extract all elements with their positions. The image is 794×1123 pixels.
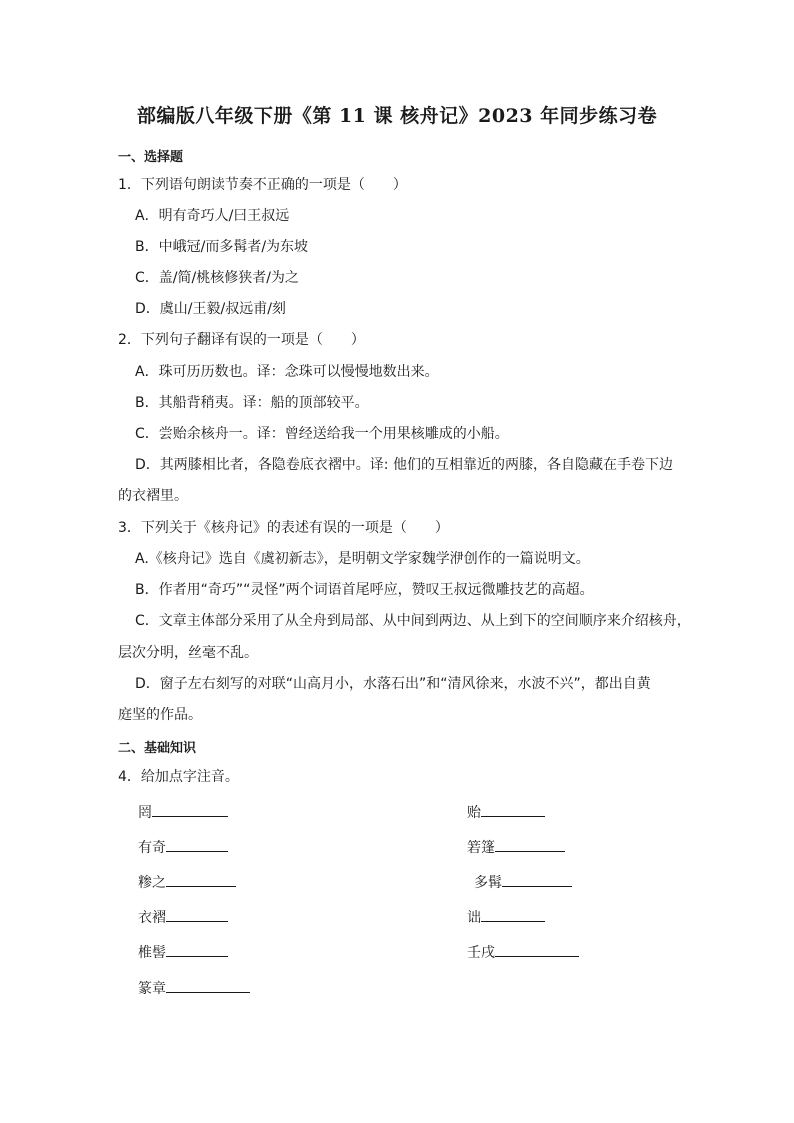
pinyin-item (138, 942, 228, 963)
answer-blank[interactable] (166, 872, 236, 887)
pinyin-item (467, 837, 565, 858)
pinyin-item-word: 诎 (467, 910, 481, 926)
pinyin-item (138, 872, 236, 893)
pinyin-item (467, 802, 545, 823)
pinyin-item-word: 壬戌 (467, 945, 495, 961)
question-3-option-a: A.《核舟记》选自《虞初新志》，是明朝文学家魏学洢创作的一篇说明文。 (135, 551, 590, 567)
pinyin-item-word: 罔 (138, 805, 152, 821)
question-1-option-c: C．盖/简/桃核修狭者/为之 (135, 270, 299, 286)
question-2-option-d-continued: 的衣褶里。 (118, 488, 188, 504)
answer-blank[interactable] (166, 837, 228, 852)
pinyin-item-word: 衣褶 (138, 910, 166, 926)
pinyin-item-word: 糁之 (138, 875, 166, 891)
question-2-option-c: C．尝贻余核舟一。译：曾经送给我一个用果核雕成的小船。 (135, 426, 509, 442)
question-2-option-d: D．其两膝相比者，各隐卷底衣褶中。译: 他们的互相靠近的两膝，各自隐藏在手卷下边 (135, 457, 673, 473)
pinyin-item (138, 802, 228, 823)
question-3-stem: 3．下列关于《核舟记》的表述有误的一项是（ ） (118, 520, 449, 536)
answer-blank[interactable] (495, 942, 579, 957)
question-2-option-a: A．珠可历历数也。译：念珠可以慢慢地数出来。 (135, 364, 439, 380)
answer-blank[interactable] (481, 802, 545, 817)
question-2-option-b: B．其船背稍夷。译：船的顶部较平。 (135, 395, 369, 411)
question-1-stem: 1．下列语句朗读节奏不正确的一项是（ ） (118, 177, 407, 193)
question-3-option-d: D．窗子左右刻写的对联“山高月小，水落石出”和“清风徐来，水波不兴”，都出自黄 (135, 676, 651, 692)
pinyin-item-word: 贻 (467, 805, 481, 821)
answer-blank[interactable] (502, 872, 572, 887)
answer-blank[interactable] (495, 837, 565, 852)
question-1-option-a: A．明有奇巧人/曰王叔远 (135, 208, 290, 224)
pinyin-item (467, 942, 579, 963)
answer-blank[interactable] (166, 942, 228, 957)
question-3-option-c: C．文章主体部分采用了从全舟到局部、从中间到两边、从上到下的空间顺序来介绍核舟， (135, 613, 691, 629)
page-title: 部编版八年级下册《第 11 课 核舟记》2023 年同步练习卷 (136, 105, 658, 127)
answer-blank[interactable] (166, 978, 250, 993)
question-1-option-b: B．中峨冠/而多髯者/为东坡 (135, 239, 309, 255)
section-heading-basics: 二、基础知识 (118, 741, 197, 756)
pinyin-item-word: 箬篷 (467, 840, 495, 856)
question-1-option-d: D．虞山/王毅/叔远甫/刻 (135, 301, 286, 317)
answer-blank[interactable] (152, 802, 228, 817)
question-2-stem: 2．下列句子翻译有误的一项是（ ） (118, 332, 365, 348)
question-3-option-b: B．作者用“奇巧”“灵怪”两个词语首尾呼应，赞叹王叔远微雕技艺的高超。 (135, 582, 594, 598)
pinyin-item-word: 多髯 (474, 875, 502, 891)
question-4-stem: 4．给加点字注音。 (118, 769, 239, 785)
pinyin-item (474, 872, 572, 893)
question-3-option-d-continued: 庭坚的作品。 (118, 707, 202, 723)
answer-blank[interactable] (166, 907, 228, 922)
section-heading-choice: 一、选择题 (118, 150, 184, 165)
pinyin-item-word: 篆章 (138, 981, 166, 997)
pinyin-item (138, 978, 250, 999)
pinyin-item (138, 907, 228, 928)
question-3-option-c-continued: 层次分明，丝毫不乱。 (118, 645, 258, 661)
pinyin-item (467, 907, 545, 928)
pinyin-item-word: 椎髻 (138, 945, 166, 961)
pinyin-item (138, 837, 228, 858)
answer-blank[interactable] (481, 907, 545, 922)
pinyin-item-word: 有奇 (138, 840, 166, 856)
